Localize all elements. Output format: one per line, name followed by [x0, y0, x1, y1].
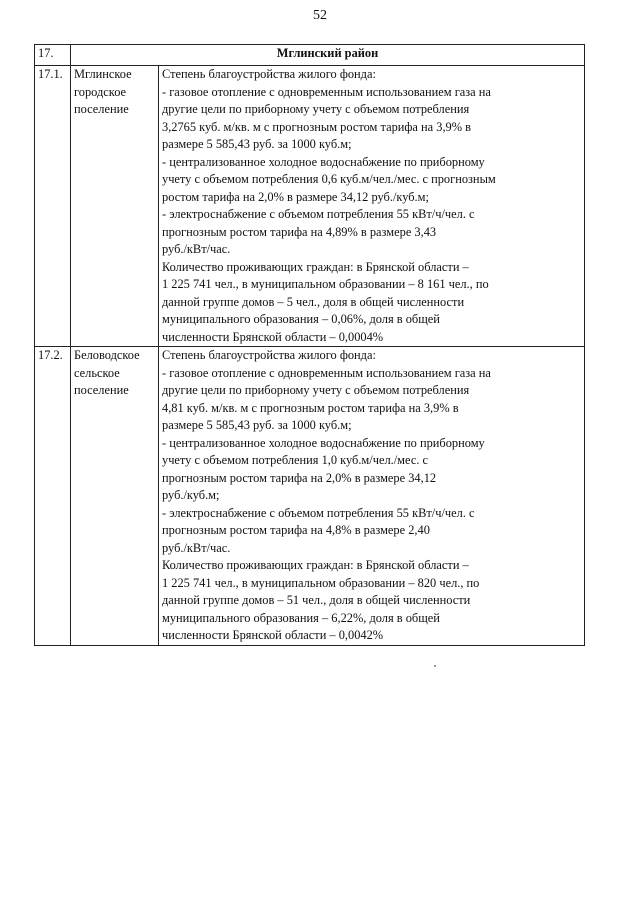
description-line: 1 225 741 чел., в муниципальном образовании – 820 чел., по — [162, 575, 480, 590]
scan-speck — [434, 665, 436, 667]
description-line: руб./кВт/час. — [162, 540, 231, 555]
description-line: численности Брянской области – 0,0042% — [162, 628, 384, 642]
description-line: ростом тарифа на 2,0% в размере 34,12 руб./куб.м; — [162, 189, 429, 204]
description-line: размере 5 585,43 руб. за 1000 куб.м; — [162, 418, 352, 432]
description-line: другие цели по приборному учету с объемом потребления — [162, 102, 470, 116]
description-line: муниципального образования – 6,22%, доля в общей — [162, 610, 440, 625]
description-line: прогнозным ростом тарифа на 4,89% в размере 3,43 — [162, 224, 437, 239]
settlement-name — [71, 347, 159, 646]
description-line: - газовое отопление с одновременным использованием газа на — [162, 84, 491, 99]
section-row — [35, 45, 585, 66]
settlement-name-line: поселение — [74, 383, 129, 397]
description-line: 1 225 741 чел., в муниципальном образовании – 8 161 чел., по — [162, 277, 489, 291]
description-line: руб./кВт/час. — [162, 242, 231, 256]
description-line: 3,2765 куб. м/кв. м с прогнозным ростом тарифа на 3,9% в — [162, 119, 472, 134]
description-line: размере 5 585,43 руб. за 1000 куб.м; — [162, 137, 352, 151]
table-row — [35, 66, 585, 347]
description-line: численности Брянской области – 0,0004% — [162, 329, 384, 344]
row-number: 17.2. — [35, 347, 71, 646]
settlement-name-line: Беловодское — [74, 348, 140, 362]
description-line: Количество проживающих граждан: в Брянской области – — [162, 259, 469, 274]
settlement-description — [159, 347, 585, 646]
settlement-name-line: городское — [74, 84, 127, 99]
description-line: - централизованное холодное водоснабжение по приборному — [162, 154, 485, 169]
description-line: - централизованное холодное водоснабжение по приборному — [162, 435, 485, 450]
description-line: Степень благоустройства жилого фонда: — [162, 67, 376, 81]
description-line: Степень благоустройства жилого фонда: — [162, 348, 376, 362]
settlement-name — [71, 66, 159, 347]
table-row — [35, 347, 585, 646]
description-line: прогнозным ростом тарифа на 4,8% в размере 2,40 — [162, 523, 430, 537]
description-line: Количество проживающих граждан: в Брянской области – — [162, 558, 469, 572]
row-number: 17.1. — [35, 66, 71, 347]
settlement-name-line: поселение — [74, 102, 129, 116]
description-line: - электроснабжение с объемом потребления 55 кВт/ч/чел. с — [162, 207, 475, 221]
section-number: 17. — [35, 45, 71, 66]
settlement-name-line: Мглинское — [74, 67, 132, 81]
description-line: 4,81 куб. м/кв. м с прогнозным ростом тарифа на 3,9% в — [162, 400, 459, 415]
page-number: 52 — [313, 8, 327, 23]
description-line: другие цели по приборному учету с объемом потребления — [162, 383, 470, 397]
section-title: Мглинский район — [71, 45, 585, 66]
description-line: - электроснабжение с объемом потребления 55 кВт/ч/чел. с — [162, 505, 475, 520]
description-line: прогнозным ростом тарифа на 2,0% в размере 34,12 — [162, 470, 437, 485]
description-line: учету с объемом потребления 1,0 куб.м/чел./мес. с — [162, 453, 429, 467]
description-line: учету с объемом потребления 0,6 куб.м/чел./мес. с прогнозным — [162, 172, 496, 186]
description-line: данной группе домов – 5 чел., доля в общей численности — [162, 294, 465, 309]
description-line: руб./куб.м; — [162, 488, 220, 502]
settlement-description — [159, 66, 585, 347]
description-line: муниципального образования – 0,06%, доля в общей — [162, 312, 440, 326]
description-line: - газовое отопление с одновременным использованием газа на — [162, 365, 491, 380]
settlement-name-line: сельское — [74, 365, 120, 380]
housing-table — [34, 44, 585, 646]
description-line: данной группе домов – 51 чел., доля в общей численности — [162, 593, 471, 607]
